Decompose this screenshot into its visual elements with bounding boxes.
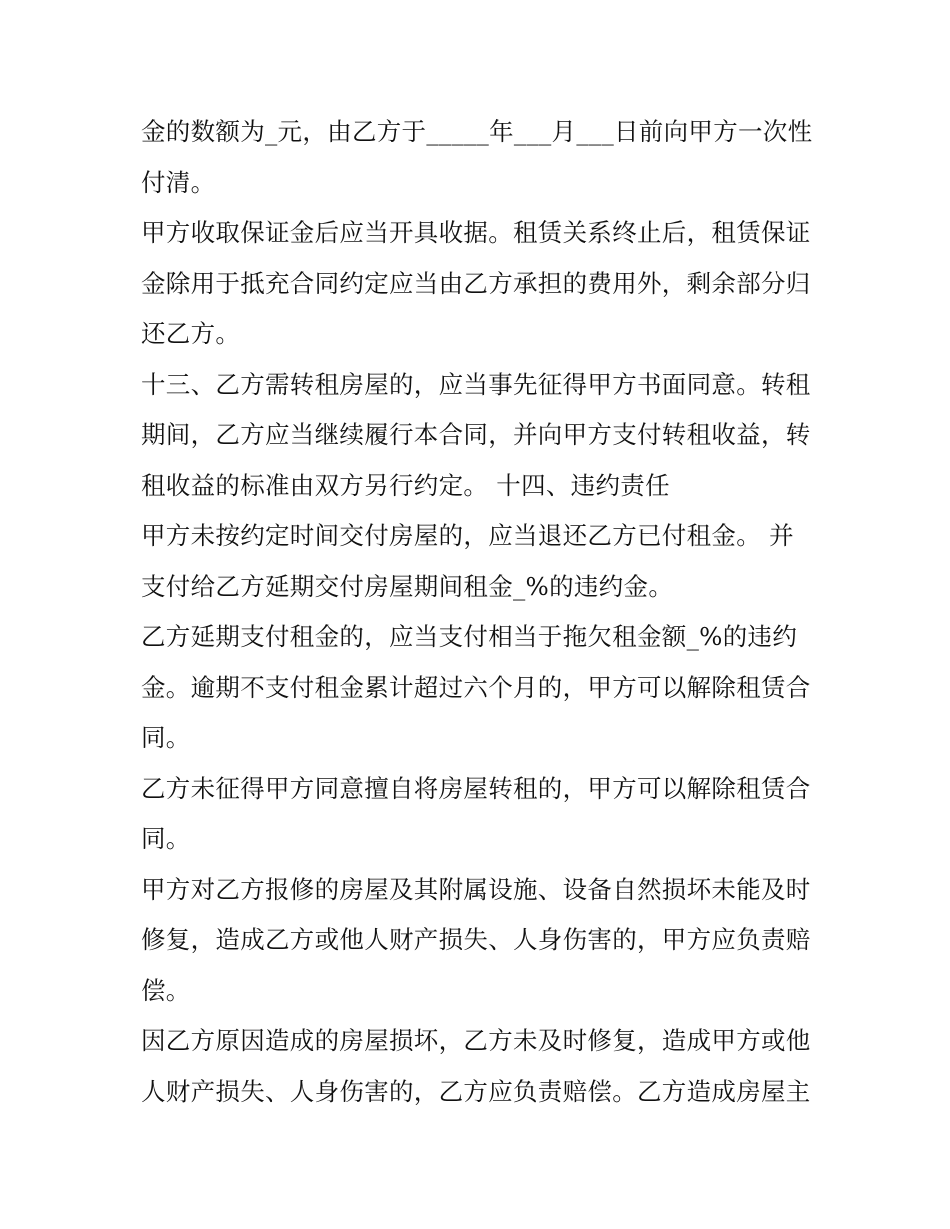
text-line: 因乙方原因造成的房屋损坏，乙方未及时修复，造成甲方或他 [141,1026,811,1055]
text-line: 偿。 [141,975,191,1005]
text-line: 十三、乙方需转租房屋的，应当事先征得甲方书面同意。转租 [141,369,811,399]
text-line: 乙方延期支付租金的，应当支付相当于拖欠租金额_%的违约 [141,622,798,651]
text-line: 付清。 [141,167,216,197]
text-line: 金的数额为_元，由乙方于_____年___月___日前向甲方一次性 [141,117,813,146]
text-line: 修复，造成乙方或他人财产损失、人身伤害的，甲方应负责赔 [141,925,811,954]
text-line: 乙方未征得甲方同意擅自将房屋转租的，甲方可以解除租赁合 [141,773,811,803]
contract-body-text [141,107,821,1117]
text-line: 同。 [141,824,191,853]
text-line: 金。逾期不支付租金累计超过六个月的，甲方可以解除租赁合 [141,672,811,702]
text-line: 期间，乙方应当继续履行本合同，并向甲方支付转租收益，转 [141,420,811,449]
text-line: 还乙方。 [141,319,241,348]
text-line: 甲方收取保证金后应当开具收据。租赁关系终止后，租赁保证 [141,218,811,247]
text-line: 金除用于抵充合同约定应当由乙方承担的费用外，剩余部分归 [141,268,811,298]
text-line: 甲方未按约定时间交付房屋的，应当退还乙方已付租金。 并 [141,521,794,550]
text-line: 人财产损失、人身伤害的，乙方应负责赔偿。乙方造成房屋主 [141,1076,811,1106]
text-line: 甲方对乙方报修的房屋及其附属设施、设备自然损坏未能及时 [141,874,811,904]
text-line: 同。 [141,723,191,752]
text-line: 租收益的标准由双方另行约定。 十四、违约责任 [141,470,670,500]
text-line: 支付给乙方延期交付房屋期间租金_%的违约金。 [141,571,674,601]
